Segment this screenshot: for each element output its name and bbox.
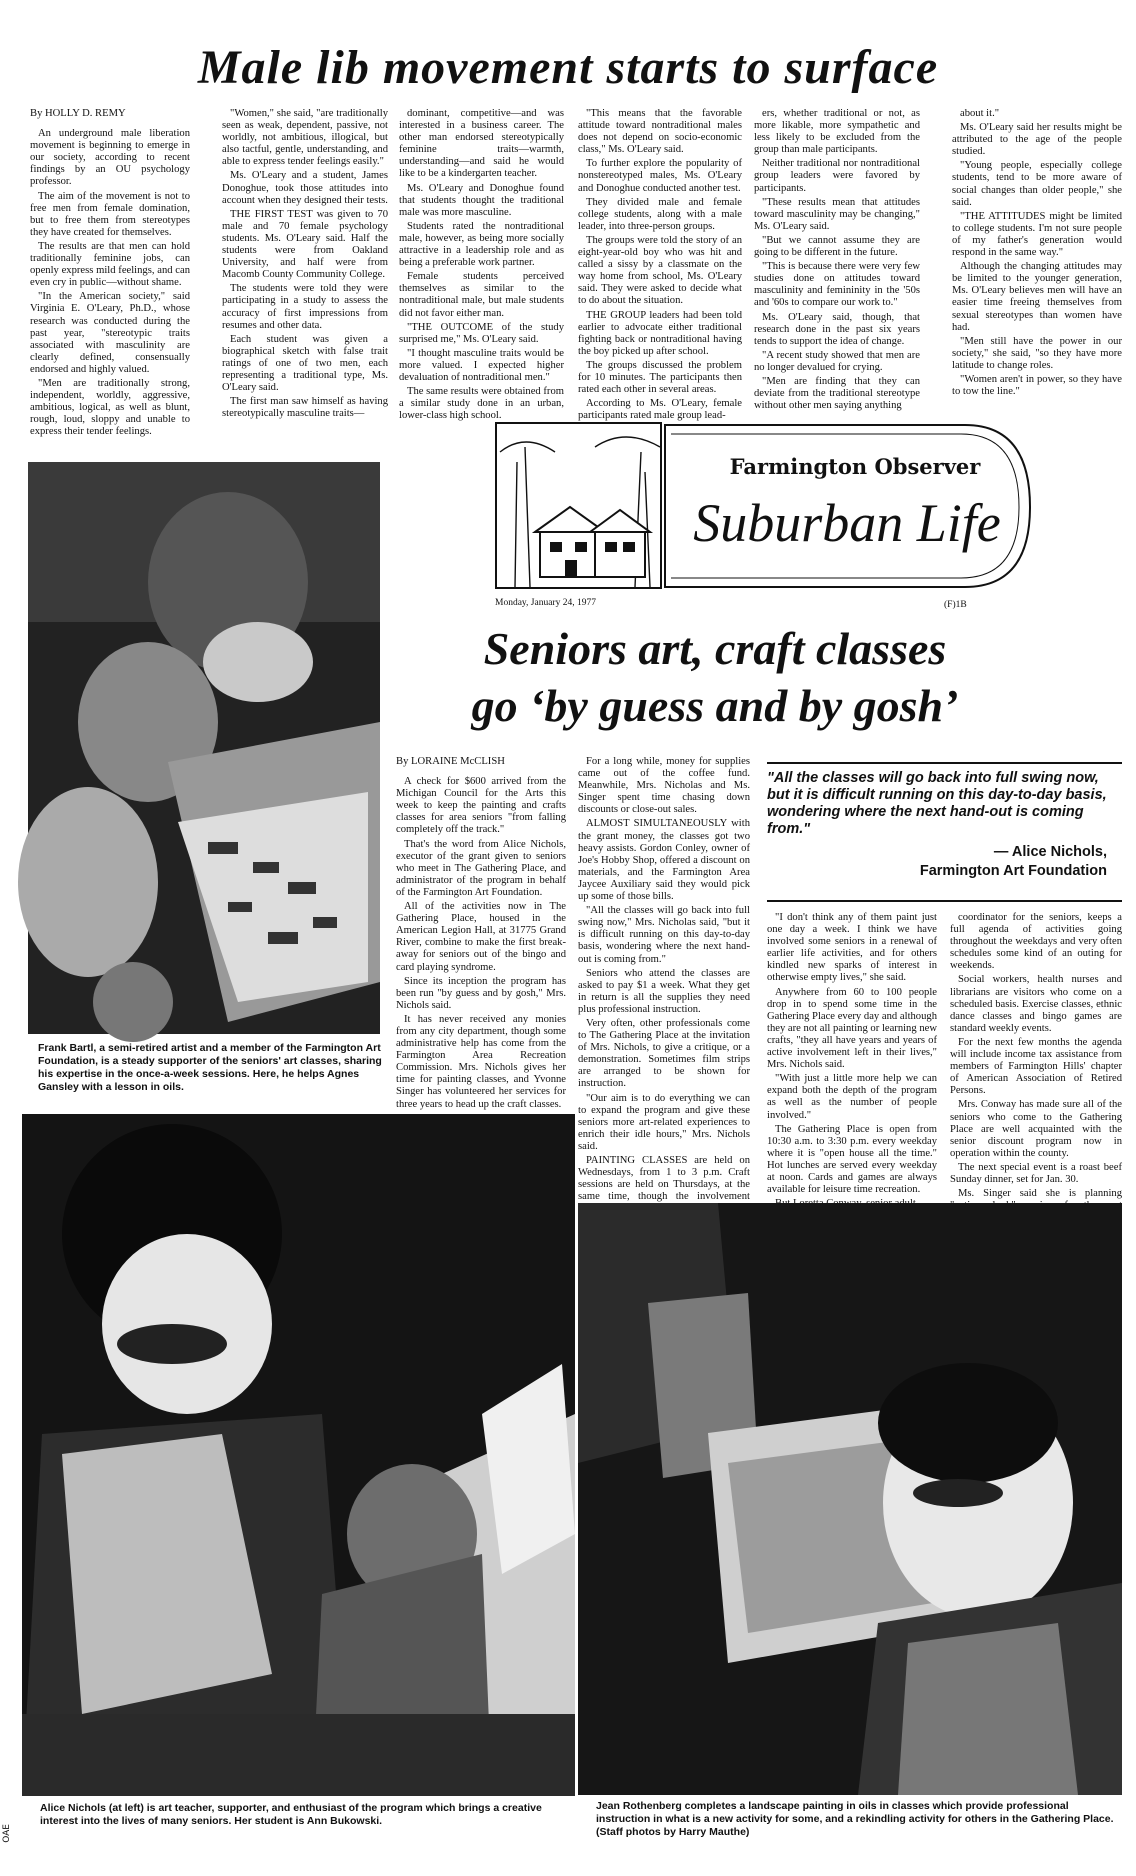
paragraph: "But we cannot assume they are going to be different in the future.: [754, 234, 920, 259]
paragraph: dominant, competitive—and was interested in a business career. The other man endorsed stereotypically feminine traits—warmth, understanding—and said he would like to be a kindergarten teacher.: [399, 108, 564, 180]
article1-byline: By HOLLY D. REMY: [30, 108, 126, 119]
paragraph: Ms. O'Leary said, though, that research done in the past six years tends to support the idea of change.: [754, 311, 920, 347]
pullquote-text: "All the classes will go back into full swing now, but it is difficult running on this day-to-day basis, wondering where the next hand-out is coming from.": [767, 770, 1107, 837]
page-number: (F)1B: [944, 600, 967, 610]
paragraph: Very often, other professionals come to The Gathering Place at the invitation of Mrs. Nichols, to give a critique, or a demonstration. Sometimes film strips are arranged to be shown for instruction.: [578, 1017, 750, 1090]
paragraph: Female students perceived themselves as similar to the nontraditional male, but male students did not favor either man.: [399, 271, 564, 319]
paragraph: All of the activities now in The Gathering Place, housed in the American Legion Hall, at 31775 Grand River, combine to make the first break-away for seniors out of the bingo and card playing syndrome.: [396, 901, 566, 973]
paragraph: The next special event is a roast beef Sunday dinner, set for Jan. 30.: [950, 1161, 1122, 1185]
article2-column-2: [578, 756, 750, 1203]
paragraph: Ms. O'Leary and Donoghue found that students thought the traditional male was more masculine.: [399, 182, 564, 218]
paragraph: An underground male liberation movement is beginning to emerge in our society, according to recent findings by an OU psychology professor.: [30, 128, 190, 188]
paragraph: "These results mean that attitudes toward masculinity may be changing," Ms. O'Leary said.: [754, 196, 920, 232]
headline-male-lib: Male lib movement starts to surface: [197, 41, 939, 94]
paragraph: Ms. Singer said she is planning: [958, 1188, 1122, 1200]
paragraph: PAINTING CLASSES are held on Wednesdays, from 1 to 3 p.m. Craft sessions are held on Thursdays, at the same time, though the involvement: [578, 1155, 750, 1203]
photo-frank-bartl: [28, 462, 380, 1034]
photo-jean-rothenberg: [578, 1203, 1122, 1795]
headline-seniors-line-1: Seniors art, craft classes: [483, 623, 947, 674]
article2-column-1: [396, 756, 566, 1110]
article2-byline: By LORAINE McCLISH: [396, 756, 505, 767]
paragraph: The results are that men can hold traditionally feminine jobs, can openly express mild feelings, and can even cry in public—without shame.: [30, 240, 190, 289]
paragraph: That's the word from Alice Nichols, executor of the grant given to seniors who meet in The Gathering Place, and administrator of the program in behalf of the Farmington Art Foundation.: [396, 838, 566, 898]
paragraph: "All the classes will go back into full swing now," Mrs. Nicholas said, "but it is difficult running on this day-to-day basis, wondering where the next hand-out is coming from.": [578, 905, 750, 965]
paragraph: Anywhere from 60 to 100 people drop in to spend some time in the Gathering Place every day and although they are not all painting or learning new crafts, "they all have years and years of active involvement left in their lives," Mrs. Nichols said.: [767, 986, 937, 1071]
paragraph: ALMOST SIMULTANEOUSLY with the grant money, the classes got two heavy assists. Gordon Conley, owner of Joe's Hobby Shop, offered a discount on materials, and the Farmington Area Jaycee Auxiliary said they would pick up some of those bills.: [578, 818, 750, 903]
article2-column-3: [767, 912, 937, 1196]
pullquote: [767, 770, 1107, 880]
pullquote-attribution-org: Farmington Art Foundation: [919, 863, 1107, 879]
edge-mark: OAE: [2, 1824, 12, 1843]
caption-photo-2: Alice Nichols (at left) is art teacher, supporter, and enthusiast of the program which brings a creative interest into the lives of many seniors. Her student is Ann Bukowski.: [40, 1802, 542, 1827]
paragraph: According to Ms. O'Leary, female participants rated male group lead-: [578, 398, 742, 422]
article1-column-6: [952, 108, 1122, 413]
paragraph: ers, whether traditional or not, as more likable, more sympathetic and less likely to be excluded from the group than male participants.: [754, 108, 920, 156]
paragraph: "This means that the favorable attitude toward nontraditional males does not depend on socio-economic class," Ms. O'Leary said.: [578, 108, 742, 156]
paragraph: THE GROUP leaders had been told earlier to advocate either traditional fighting back or nontraditional having the boy picked up after school.: [578, 309, 742, 357]
headline-seniors: [395, 620, 1035, 734]
pullquote-rule-top: [767, 762, 1122, 764]
paragraph: "Men are finding that they can deviate from the traditional stereotype without other men saying anything: [754, 375, 920, 412]
pullquote-attribution-name: — Alice Nichols,: [993, 844, 1107, 860]
paragraph: "Our aim is to do everything we can to expand the program and give these seniors more art-related experiences to enrich their idle hours," Mrs. Nichols said.: [578, 1092, 750, 1152]
masthead-section-name: Suburban Life: [693, 493, 1001, 553]
article1-column-3: [399, 108, 564, 422]
paragraph: To further explore the popularity of nonstereotyped males, Ms. O'Leary and Donoghue conducted another test.: [578, 158, 742, 194]
paragraph: The aim of the movement is not to free men from female domination, but to free them from stereotypes they have created for themselves.: [30, 190, 190, 238]
paragraph: The groups were told the story of an eight-year-old boy who was hit and called a sissy by a classmate on the way home from school, Ms. O'Leary said. They were asked to decide what to do about the situation.: [578, 234, 742, 307]
issue-date: Monday, January 24, 1977: [495, 598, 596, 608]
caption-photo-1: Frank Bartl, a semi-retired artist and a member of the Farmington Art Foundation, is a steady supporter of the seniors' art classes, sharing his expertise in the once-a-week sessions. Here, he helps Agnes Gansley with a lesson in oils.: [38, 1042, 382, 1093]
paragraph: Seniors who attend the classes are asked to pay $1 a week. What they get in return is all the supplies they need plus professional instruction.: [578, 967, 750, 1015]
paragraph: "This is because there were very few studies done on attitudes toward masculinity and femininity in the '50s and '60s to compare our work to.": [754, 261, 920, 309]
paragraph: "I don't think any of them paint just one day a week. I think we have involved some seniors in a renewal of earlier life activities, and for others kindled new sparks of interest in otherwise empty lives," she said.: [767, 912, 937, 984]
paragraph: Although the changing attitudes may be limited to the younger generation, Ms. O'Leary believes men will have an easier time freeing themselves from sexual stereotypes than women have had.: [952, 261, 1122, 333]
photo-alice-nichols: [22, 1114, 575, 1796]
article1-column-5: [754, 108, 920, 413]
paragraph: "Men are traditionally strong, independent, worldly, aggressive, ambitious, logical, as well as blunt, rough, loud, sloppy and unable to express their tender feelings.: [30, 377, 190, 438]
paragraph: Since its inception the program has been run "by guess and by gosh," Mrs. Nichols said.: [396, 975, 566, 1011]
masthead-paper-name: Farmington Observer: [729, 454, 981, 479]
paragraph: It has never received any monies from any city department, though some administrative help has come from the Farmington Area Recreation Commission. Mrs. Nichols gives her time for painting classes, and Yvonne Singer has volunteered her services for three years to head up the craft classes.: [396, 1013, 566, 1110]
paragraph: The first man saw himself as having stereotypically masculine traits—: [222, 396, 388, 420]
paragraph: Students rated the nontraditional male, however, as being more socially attractive in a leadership role and as being a preferable work partner.: [399, 220, 564, 269]
paragraph: Ms. O'Leary and a student, James Donoghue, took those attitudes into account when they designed their tests.: [222, 170, 388, 206]
paragraph: coordinator for the seniors, keeps a full agenda of activities going throughout the weekdays and very often schedules some kind of an outing for weekends.: [950, 912, 1122, 972]
paragraph: "THE OUTCOME of the study surprised me," Ms. O'Leary said.: [399, 321, 564, 345]
article2-column-4: [950, 912, 1122, 1200]
paragraph: "With just a little more help we can expand both the depth of the program as well as the number of people involved.": [767, 1073, 937, 1121]
paragraph: "Women," she said, "are traditionally seen as weak, dependent, passive, not worldly, not ambitious, illogical, but also tactful, gentle, understanding, and able to express tender feelings easily.": [222, 108, 388, 168]
paragraph: They divided male and female college students, along with a male leader, into three-person groups.: [578, 196, 742, 232]
article1-column-2: [222, 108, 388, 420]
paragraph: For a long while, money for supplies came out of the coffee fund. Meanwhile, Mrs. Nicholas and Ms. Singer spent time chasing down discounts or close-out sales.: [578, 756, 750, 816]
paragraph: "In the American society," said Virginia E. O'Leary, Ph.D., whose research was conducted during the past year, "stereotypic traits associated with masculinity are clearly defined, consensually endorsed and highly valued.: [30, 291, 190, 375]
paragraph: For the next few months the agenda will include income tax assistance from members of Farmington Hills' chapter of American Association of Retired Persons.: [950, 1036, 1122, 1097]
paragraph: "Men still have the power in our society," she said, "so they have more latitude to change roles.: [952, 335, 1122, 371]
paragraph: The Gathering Place is open from 10:30 a.m. to 3:30 p.m. every weekday where it is "open house all the time." Hot lunches are served every weekday at noon. Cards and games are always available for leisure time recreation.: [767, 1123, 937, 1196]
paragraph: The same results were obtained from a similar study done in an urban, lower-class high school.: [399, 386, 564, 422]
article1-column-4: [578, 108, 742, 422]
paragraph: THE FIRST TEST was given to 70 male and 70 female psychology students. Ms. O'Leary said. Half the students were from Oakland University, and half were from Macomb County Community College.: [222, 208, 388, 281]
paragraph: Neither traditional nor nontraditional group leaders were favored by participants.: [754, 158, 920, 194]
paragraph: The students were told they were participating in a study to assess the accuracy of first impressions from resumes and other data.: [222, 283, 388, 331]
caption-photo-3: Jean Rothenberg completes a landscape painting in oils in classes which provide professional instruction in what is a new activity for some, and a rekindling activity for others in the Gathering Place. (Staff photos by Harry Mauthe): [596, 1800, 1114, 1838]
masthead: [495, 422, 1035, 592]
paragraph: "I thought masculine traits would be more valued. I expected higher devaluation of nontraditional men.": [399, 347, 564, 383]
paragraph: about it.": [960, 108, 1000, 119]
paragraph: Social workers, health nurses and librarians are visitors who come on a scheduled basis. Exercise classes, ethnic dance classes and bingo games are standard weekly events.: [950, 974, 1122, 1034]
paragraph: "Young people, especially college students, tend to be more aware of social changes than older people," she said.: [952, 160, 1122, 208]
pullquote-rule-bottom: [767, 900, 1122, 902]
headline-seniors-line-2: go ‘by guess and by gosh’: [471, 680, 959, 731]
paragraph: Ms. O'Leary said her results might be attributed to the age of the people studied.: [952, 122, 1122, 158]
paragraph: "A recent study showed that men are no longer devalued for crying.: [754, 349, 920, 373]
paragraph: Mrs. Conway has made sure all of the seniors who come to the Gathering Place are well acquainted with the senior discount program now in operation within the county.: [950, 1099, 1122, 1159]
paragraph: "THE ATTITUDES might be limited to college students. I'm not sure people of my father's generation would respond in the same way.": [952, 210, 1122, 259]
paragraph: A check for $600 arrived from the Michigan Council for the Arts this week to keep the painting and crafts classes for area seniors "from falling completely off the track.": [396, 776, 566, 836]
article1-column-1: [30, 108, 190, 438]
paragraph: "Women aren't in power, so they have to tow the line.": [952, 373, 1122, 398]
paragraph: Each student was given a biographical sketch with false trait ratings of one of two men, each representing a traditional type, Ms. O'Leary said.: [222, 333, 388, 394]
paragraph: The groups discussed the problem for 10 minutes. The participants then rated each other in several areas.: [578, 359, 742, 396]
